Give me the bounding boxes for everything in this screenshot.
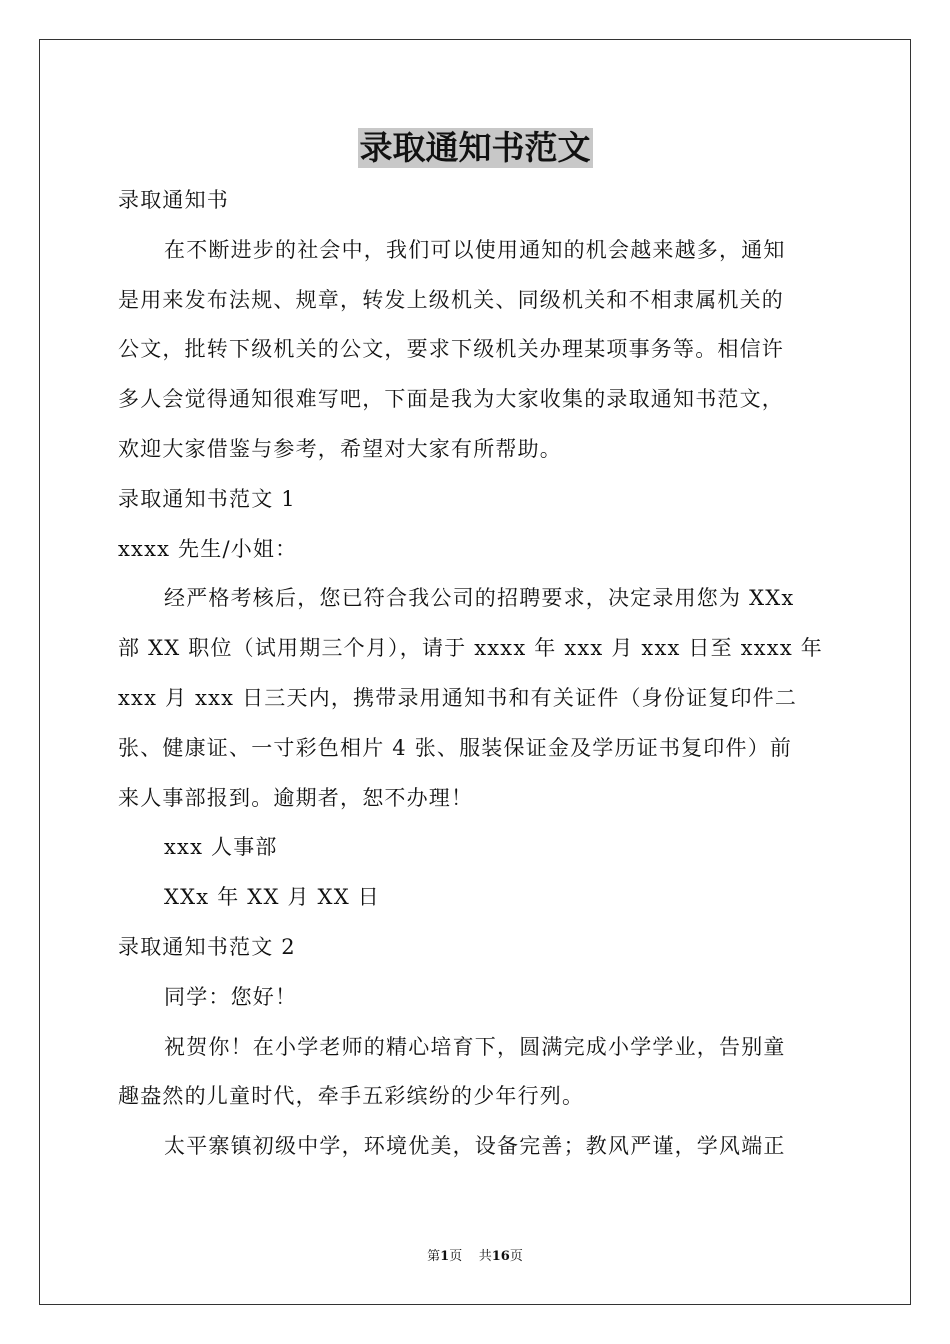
page-suffix: 页 [449,1249,463,1264]
text-line: 同学：您好！ [164,984,298,1009]
page-footer [0,1247,950,1267]
text-line: XXx 年 XX 月 XX 日 [164,885,380,910]
document-body [118,176,834,1172]
text-line: 欢迎大家借鉴与参考，希望对大家有所帮助。 [118,436,562,461]
text-line: 在不断进步的社会中，我们可以使用通知的机会越来越多，通知 [164,237,786,262]
document-title: 录取通知书范文 [359,128,591,167]
page-prefix: 第 [427,1249,441,1264]
total-pages: 16 [491,1249,510,1264]
text-line: xxxx 先生/小姐： [118,536,298,561]
text-line: 经严格考核后，您已符合我公司的招聘要求，决定录用您为 XXx [164,586,795,611]
text-line: 祝贺你！在小学老师的精心培育下，圆满完成小学学业，告别童 [164,1034,786,1059]
text-line: 来人事部报到。逾期者，恕不办理！ [118,785,474,810]
text-line: 录取通知书范文 1 [118,486,296,511]
page-number: 1 [440,1249,450,1264]
total-prefix: 共 [478,1249,492,1264]
total-suffix: 页 [509,1249,523,1264]
text-line: 录取通知书范文 2 [118,934,296,959]
text-line: 张、健康证、一寸彩色相片 4 张、服装保证金及学历证书复印件）前 [118,735,793,760]
text-line: xxx 人事部 [164,835,278,860]
text-line: 多人会觉得通知很难写吧，下面是我为大家收集的录取通知书范文， [118,387,784,412]
text-line: 太平寨镇初级中学，环境优美，设备完善；教风严谨，学风端正 [164,1134,786,1159]
text-line: 录取通知书 [118,188,229,212]
text-line: 部 XX 职位（试用期三个月），请于 xxxx 年 xxx 月 xxx 日至 xxxx 年 [118,636,823,661]
text-line: 趣盎然的儿童时代，牵手五彩缤纷的少年行列。 [118,1084,585,1109]
title-container [0,128,950,168]
text-line: xxx 月 xxx 日三天内，携带录用通知书和有关证件（身份证复印件二 [118,685,798,710]
text-line: 公文，批转下级机关的公文，要求下级机关办理某项事务等。相信许 [118,337,784,362]
text-line: 是用来发布法规、规章，转发上级机关、同级机关和不相隶属机关的 [118,287,784,312]
